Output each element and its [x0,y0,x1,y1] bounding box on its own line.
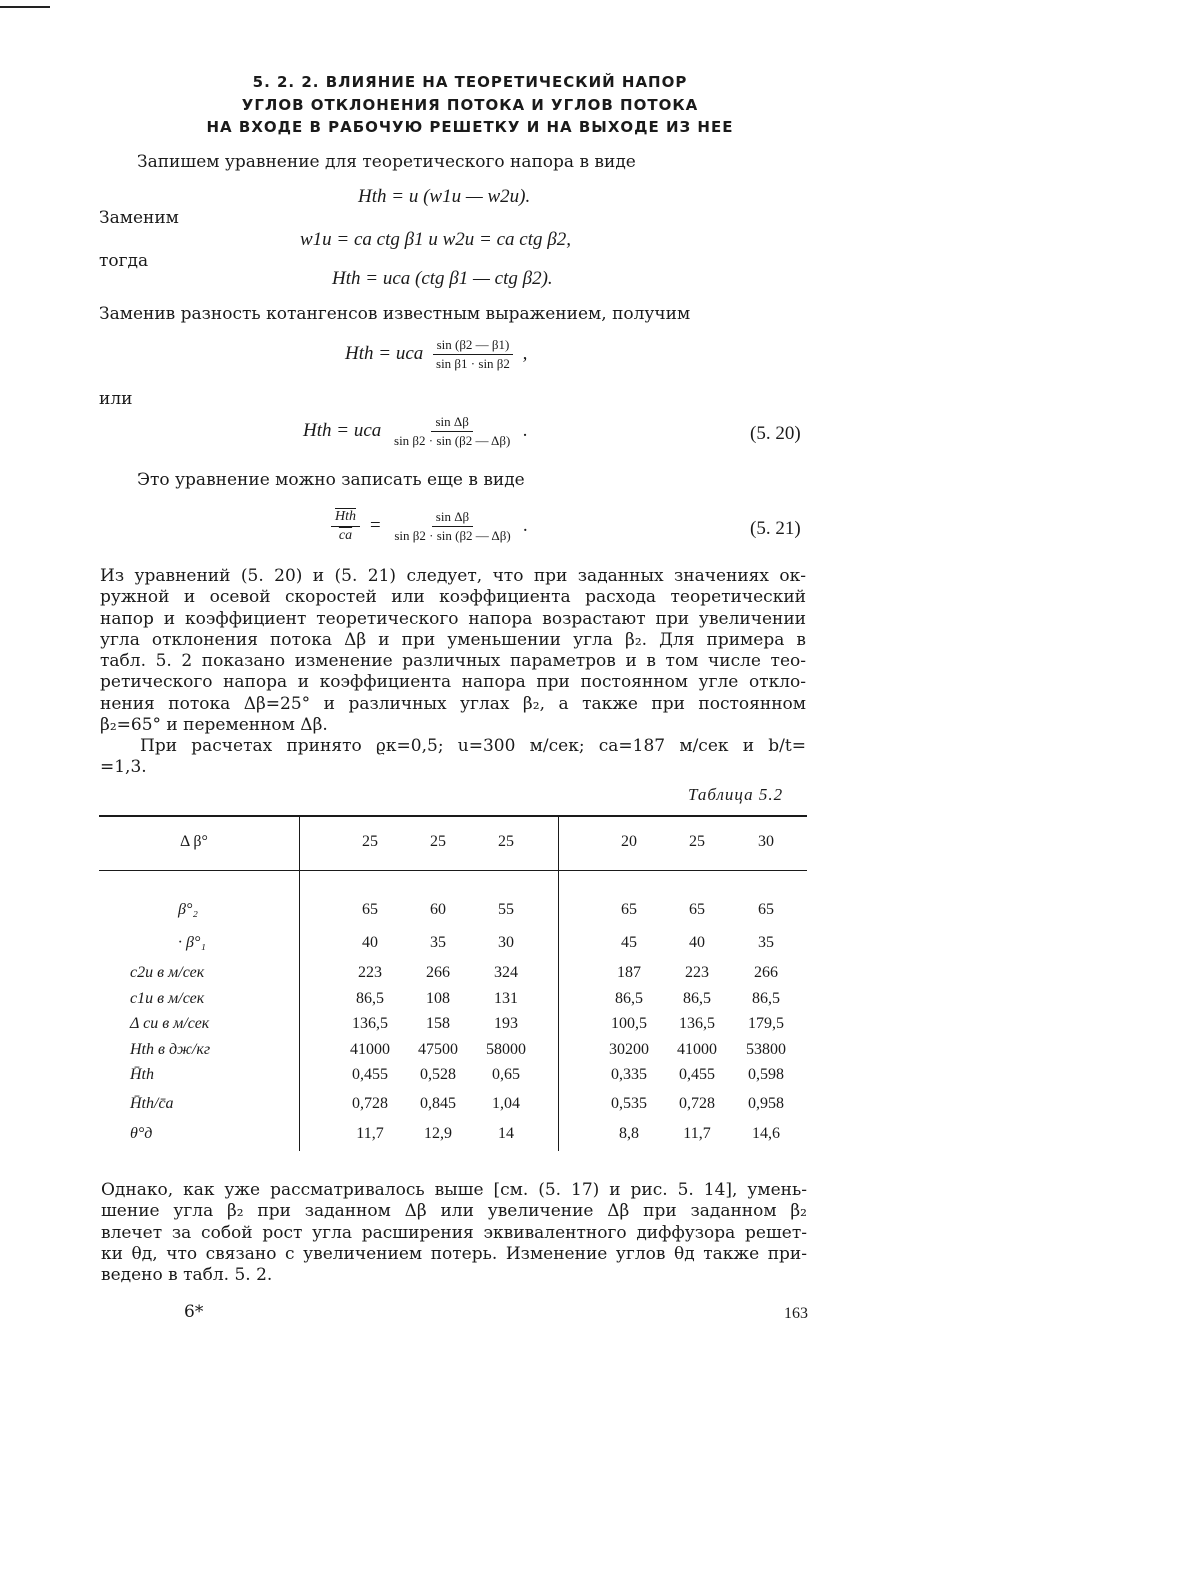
paragraph-line: ретического напора и коэффициента напора при постоянном угле откло- [100,672,806,693]
table-cell: 40 [689,934,705,951]
formula-substitution: w1u = ca ctg β1 и w2u = ca ctg β2, [300,229,571,250]
paragraph-line: шение угла β₂ при заданном Δβ или увеличение Δβ при заданном β₂ [101,1201,807,1222]
paragraph-line: ки θд, что связано с увеличением потерь. Изменение углов θд также при- [101,1243,807,1264]
paragraph-line: ведено в табл. 5. 2. [101,1265,273,1286]
can-write-text: Это уравнение можно записать еще в виде [137,470,525,490]
table-cell: 0,455 [352,1066,388,1083]
intro-text: Запишем уравнение для теоретического напора в виде [137,152,636,172]
table-cell: 0,335 [611,1066,647,1083]
table-top-rule [99,815,807,817]
fraction-numerator: $\overline{Hth}$ [331,508,360,527]
paragraph-line: угла отклонения потока Δβ и при уменьшении угла β₂. Для примера в [100,629,806,650]
paragraph-line: Из уравнений (5. 20) и (5. 21) следует, что при заданных значениях ок- [100,566,806,586]
table-caption: Таблица 5.2 [688,785,784,804]
table-cell: 193 [494,1015,518,1032]
table-cell: 0,598 [748,1066,784,1083]
table-cell: 65 [689,901,705,918]
table-cell: 35 [758,934,774,951]
table-row-label: θ°д [130,1125,153,1142]
table-row-label: H̄th [130,1066,154,1083]
table-cell: 53800 [746,1041,786,1058]
table-cell: 11,7 [683,1125,711,1142]
table-cell: 41000 [350,1041,390,1058]
table-cell: 266 [754,964,778,981]
table-cell: 40 [362,934,378,951]
table-cell: 0,958 [748,1095,784,1112]
table-cell: 60 [430,901,446,918]
formula-5-21 [327,508,528,545]
table-header-cell: 25 [689,833,705,850]
table-cell: 65 [621,901,637,918]
signature-mark: 6* [184,1302,204,1322]
paragraph-diffuser [101,1180,807,1286]
table-header-cell: 25 [498,833,514,850]
paragraph-assumptions [100,736,806,779]
table-cell: 136,5 [679,1015,715,1032]
table-row-label: c1u в м/сек [130,990,205,1007]
table-row-label: c2u в м/сек [130,964,205,981]
formula-head-definition: Hth = u (w1u — w2u). [358,186,531,207]
table-cell: 58000 [486,1041,526,1058]
table-cell: 30200 [609,1041,649,1058]
table-cell: 35 [430,934,446,951]
paragraph-line: Однако, как уже рассматривалось выше [см. (5. 17) и рис. 5. 14], умень- [101,1180,807,1200]
table-cell: 0,65 [492,1066,520,1083]
table-cell: 47500 [418,1041,458,1058]
paragraph-conclusion [100,566,806,736]
table-row-label: Hth в дж/кг [130,1041,211,1058]
table-row-label: Δ cu в м/сек [130,1015,210,1032]
paragraph-line: напор и коэффициент теоретического напора возрастают при увеличении [100,608,806,629]
replace-text: Заменим [99,208,179,228]
formula-tail: . [523,419,528,441]
table-cell: 65 [362,901,378,918]
table-cell: 14 [498,1125,514,1142]
formula-sine-ratio-lhs: Hth = uca [345,342,424,364]
paragraph-line: β₂=65° и переменном Δβ. [100,715,328,736]
paragraph-line: =1,3. [100,757,147,778]
table-cell: 0,455 [679,1066,715,1083]
table-cell: 11,7 [356,1125,384,1142]
scan-mark [0,6,50,8]
table-cell: 86,5 [615,990,643,1007]
table-row-label: · β°₁ [178,934,206,951]
table-header-cell: 25 [430,833,446,850]
paragraph-line: табл. 5. 2 показано изменение различных параметров и в том числе тео- [100,651,806,672]
table-cell: 55 [498,901,514,918]
section-heading-line-3: НА ВХОДЕ В РАБОЧУЮ РЕШЕТКУ И НА ВЫХОДЕ ИЗ НЕЕ [206,118,734,136]
table-cell: 14,6 [752,1125,780,1142]
formula-tail: . [523,514,529,536]
table-cell: 65 [758,901,774,918]
table-vertical-rule-2 [558,817,559,1151]
formula-cotangent: Hth = uca (ctg β1 — ctg β2). [332,268,553,289]
equation-number-5-21: (5. 21) [750,518,801,539]
paragraph-line: При расчетах принято ϱк=0,5; u=300 м/сек; ca=187 м/сек и b/t= [140,736,806,756]
table-cell: 0,728 [679,1095,715,1112]
formula-5-21-lhs-fraction [331,508,360,545]
fraction-numerator: sin Δβ [431,413,472,432]
page-number: 163 [784,1305,808,1322]
table-cell: 136,5 [352,1015,388,1032]
table-cell: 108 [426,990,450,1007]
section-heading-line-1: 5. 2. 2. ВЛИЯНИЕ НА ТЕОРЕТИЧЕСКИЙ НАПОР [252,73,688,91]
table-cell: 8,8 [619,1125,639,1142]
formula-equals: = [368,514,382,536]
table-header-cell: 25 [362,833,378,850]
fraction-numerator: sin Δβ [432,508,473,527]
table-header-cell: 20 [621,833,637,850]
table-cell: 12,9 [424,1125,452,1142]
table-header-cell: 30 [758,833,774,850]
table-cell: 179,5 [748,1015,784,1032]
table-cell: 0,728 [352,1095,388,1112]
table-cell: 41000 [677,1041,717,1058]
table-cell: 324 [494,964,518,981]
table-cell: 86,5 [683,990,711,1007]
table-cell: 45 [621,934,637,951]
table-row-label: H̄th/c̄a [130,1095,174,1112]
table-cell: 86,5 [752,990,780,1007]
table-cell: 223 [685,964,709,981]
then-text: тогда [99,251,149,271]
table-cell: 0,528 [420,1066,456,1083]
fraction-denominator: sin β1 · sin β2 [436,356,510,371]
fraction-denominator: ca [338,528,353,543]
fraction-denominator: sin β2 · sin (β2 — Δβ) [394,433,511,448]
paragraph-line: влечет за собой рост угла расширения эквивалентного диффузора решет- [101,1222,807,1243]
table-cell: 187 [617,964,641,981]
formula-5-20 [303,413,528,450]
table-cell: 0,845 [420,1095,456,1112]
paragraph-line: нения потока Δβ=25° и различных углах β₂, а также при постоянном [100,693,806,714]
table-cell: 0,535 [611,1095,647,1112]
table-cell: 100,5 [611,1015,647,1032]
replacing-diff-text: Заменив разность котангенсов известным выражением, получим [99,304,691,324]
or-text: или [99,389,133,409]
table-cell: 223 [358,964,382,981]
equation-number-5-20: (5. 20) [750,423,801,444]
formula-5-20-lhs: Hth = uca [303,419,382,441]
table-header-label: Δ β° [180,833,208,850]
section-heading-line-2: УГЛОВ ОТКЛОНЕНИЯ ПОТОКА И УГЛОВ ПОТОКА [241,96,699,114]
table-cell: 131 [494,990,518,1007]
formula-5-20-fraction [390,413,514,450]
table-cell: 30 [498,934,514,951]
formula-5-21-fraction [390,508,514,545]
table-vertical-rule-1 [299,817,300,1151]
formula-sine-ratio-fraction [432,336,514,373]
fraction-numerator: sin (β2 — β1) [433,336,514,355]
formula-sine-ratio [345,336,527,373]
formula-tail: , [522,342,528,364]
table-cell: 266 [426,964,450,981]
table-cell: 1,04 [492,1095,520,1112]
table-header-rule [99,870,807,871]
table-cell: 86,5 [356,990,384,1007]
fraction-denominator: sin β2 · sin (β2 — Δβ) [394,528,511,543]
table-row-label: β°₂ [178,901,198,918]
paragraph-line: ружной и осевой скоростей или коэффициента расхода теоретический [100,587,806,608]
table-cell: 158 [426,1015,450,1032]
